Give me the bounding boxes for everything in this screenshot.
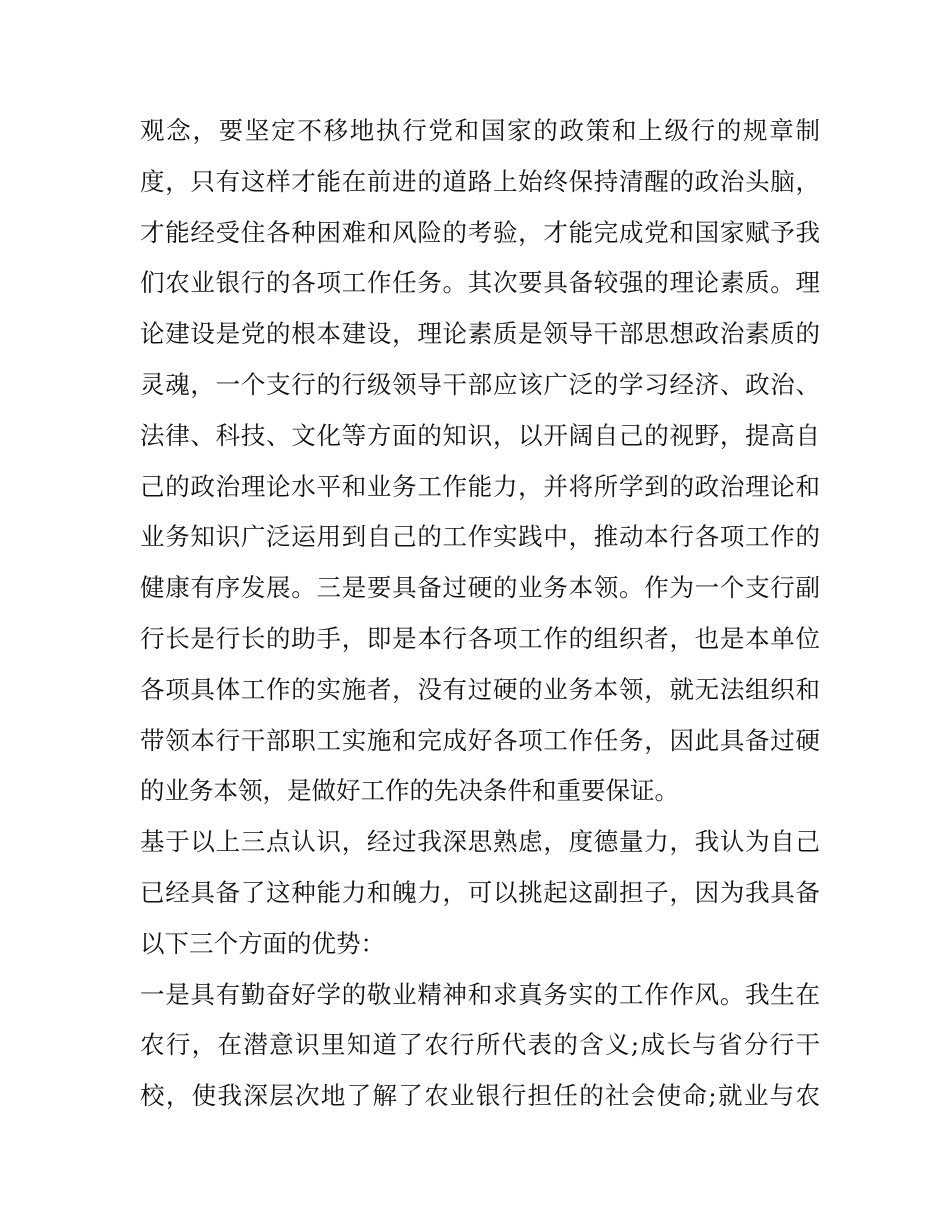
text-line: 行长是行长的助手，即是本行各项工作的组织者，也是本单位 xyxy=(140,623,820,653)
text-line: 一是具有勤奋好学的敬业精神和求真务实的工作作风。我生在 xyxy=(140,979,820,1009)
paragraph-end-line: 的业务本领，是做好工作的先决条件和重要保证。 xyxy=(140,776,679,806)
text-line: 们农业银行的各项工作任务。其次要具备较强的理论素质。理 xyxy=(140,268,820,298)
text-line: 灵魂，一个支行的行级领导干部应该广泛的学习经济、政治、 xyxy=(140,369,820,399)
text-line: 农行，在潜意识里知道了农行所代表的含义;成长与省分行干 xyxy=(140,1030,820,1060)
paragraph-end-line: 以下三个方面的优势： xyxy=(140,928,385,958)
text-line: 业务知识广泛运用到自己的工作实践中，推动本行各项工作的 xyxy=(140,522,820,552)
text-line: 度，只有这样才能在前进的道路上始终保持清醒的政治头脑， xyxy=(140,166,820,196)
text-line: 带领本行干部职工实施和完成好各项工作任务，因此具备过硬 xyxy=(140,725,820,755)
text-line: 己的政治理论水平和业务工作能力，并将所学到的政治理论和 xyxy=(140,471,820,501)
text-line: 论建设是党的根本建设，理论素质是领导干部思想政治素质的 xyxy=(140,319,820,349)
text-line: 已经具备了这种能力和魄力，可以挑起这副担子，因为我具备 xyxy=(140,877,820,907)
text-line: 各项具体工作的实施者，没有过硬的业务本领，就无法组织和 xyxy=(140,674,820,704)
text-line: 观念，要坚定不移地执行党和国家的政策和上级行的规章制 xyxy=(140,116,820,145)
text-line: 健康有序发展。三是要具备过硬的业务本领。作为一个支行副 xyxy=(140,573,820,603)
body-text xyxy=(140,106,820,1122)
text-line: 校，使我深层次地了解了农业银行担任的社会使命;就业与农 xyxy=(140,1081,820,1111)
text-line: 法律、科技、文化等方面的知识，以开阔自己的视野，提高自 xyxy=(140,420,820,450)
text-line: 基于以上三点认识，经过我深思熟虑，度德量力，我认为自己 xyxy=(140,827,820,857)
text-line: 才能经受住各种困难和风险的考验，才能完成党和国家赋予我 xyxy=(140,217,820,247)
